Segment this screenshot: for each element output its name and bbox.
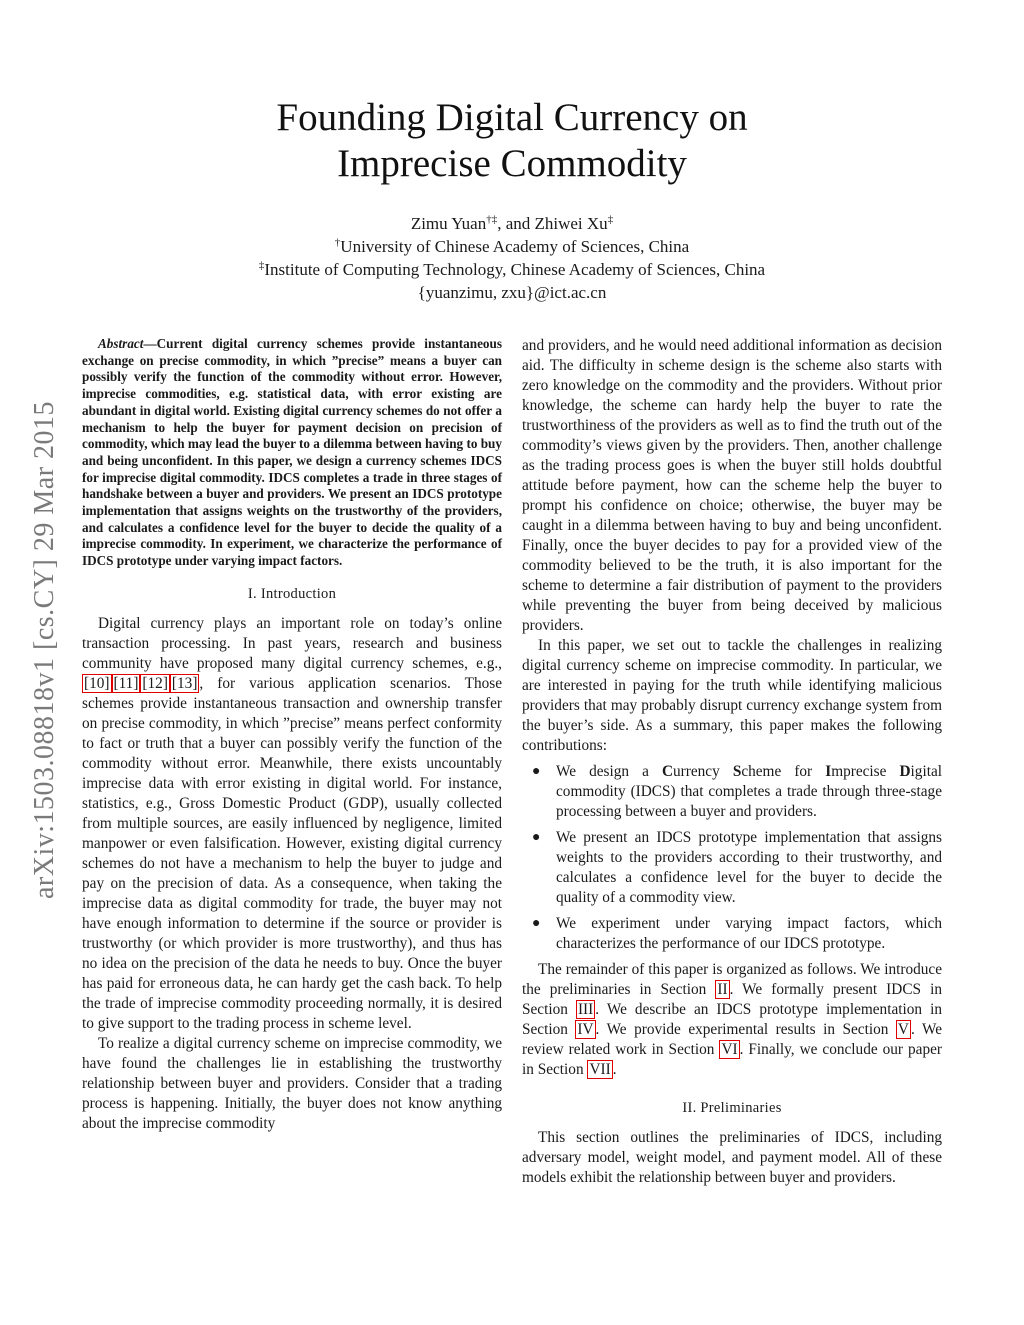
p4-text: . We provide experimental results in Section <box>595 1021 896 1038</box>
contribution-1-post: commodity (IDCS) that completes a trade through three-stage processing between a buyer and providers. <box>556 783 942 820</box>
section-link[interactable]: V <box>897 1021 909 1038</box>
author-2-marks: ‡ <box>607 213 614 226</box>
intro-p1-text-a: Digital currency plays an important role on today’s online transaction processing. In past years, research and business community have proposed many digital currency schemes, e.g., <box>82 614 502 672</box>
contribution-1-pre: We design a <box>556 763 662 780</box>
affiliation-1-text: University of Chinese Academy of Sciences, China <box>340 237 690 256</box>
contribution-2-text: We present an IDCS prototype implementation that assigns weights to the providers according to their trustworthy, and calculates a confidence level for the buyer to decide the quality of a commodity view. <box>556 829 942 906</box>
intro-paragraph-2-continued: and providers, and he would need additional information as decision aid. The difficulty in scheme design is the scheme also starts with zero knowledge on the commodity and the providers. Without prior knowledge, the scheme can hardy help the buyer to rate the trustworthiness of the providers as well as to find the truth out of the commodity’s views given by the providers. Then, another challenge as the trading process goes is when the buyer still holds doubtful attitude before payment, how can the scheme help the buyer to prompt his confidence on choice; otherwise, the buyer may be caught in a dilemma between having to buy and being unconfident. Finally, once the buyer decides to pay for a provided view of the commodity believed to be the truth, it is also important for the scheme to determine a fair distribution of payment to the providers while preventing the buyer from being deceived by malicious providers. <box>522 337 942 634</box>
affiliation-2 <box>0 258 1024 281</box>
bullet-icon: ● <box>532 916 541 931</box>
arxiv-identifier-text: arXiv:1503.08818v1 [cs.CY] 29 Mar 2015 <box>29 400 60 900</box>
author-block <box>0 212 1024 304</box>
arxiv-identifier <box>30 350 60 950</box>
abstract <box>82 336 502 570</box>
title-line-1: Founding Digital Currency on <box>276 96 748 139</box>
p4-text: . We review related work in Section <box>522 1021 942 1058</box>
p4-text: . Finally, we conclude our paper in Section <box>522 1041 942 1078</box>
citation-link[interactable]: [12] <box>142 674 168 692</box>
intro-paragraph-3: In this paper, we set out to tackle the challenges in realizing digital currency scheme on imprecise commodity. In particular, we are interested in paying for the truth while identifying malicious providers that may probably disrupt currency exchange system from the buyer’s side. As a summary, this paper makes the following contributions: <box>522 637 942 754</box>
citation-link[interactable]: [10] <box>84 674 110 692</box>
paper-title <box>0 95 1024 187</box>
intro-paragraph-1 <box>82 614 502 1034</box>
author-names <box>0 212 1024 235</box>
section-link[interactable]: II <box>717 981 728 998</box>
citation-link[interactable]: [13] <box>171 674 198 692</box>
list-item <box>522 828 942 908</box>
right-column <box>522 336 942 1188</box>
acronym-word: igital <box>910 763 942 780</box>
acronym-letter: D <box>899 763 911 780</box>
citation-link[interactable]: [11] <box>113 674 139 692</box>
intro-p1-text-b: , for various application scenarios. Those schemes provide instantaneous transaction and ownership transfer on precise commodity, in which ”precise” means perfect conformity to fact or truth that a buyer can possibly verify the function of the commodity without error. Meanwhile, there exists uncountably imprecise data with error existing in digital world. For instance, statistics, e.g., Gross Domestic Product (GDP), usually collected from multiple sources, are easily influenced by negligence, limited manpower or even falsification. However, existing digital currency schemes do not have a mechanism to help the buyer to judge and pay on the precision of data. As a consequence, when taking the imprecise data as digital commodity for trade, the buyer may not have enough information to determine if the source or provider is trustworthy (or which provider is more trustworthy), and thus has no idea on the precision of the data he needs to buy. Once the buyer has paid for erroneous data, he can hardy get the cash back. To help the trade of imprecise commodity proceeding normally, it is desired to give support to the trading process in scheme level. <box>82 674 502 1032</box>
bullet-icon: ● <box>532 830 541 845</box>
affiliation-1 <box>0 235 1024 258</box>
p4-text: . We describe an IDCS prototype implementation in Section <box>522 1001 942 1038</box>
affiliation-2-text: Institute of Computing Technology, Chinese Academy of Sciences, China <box>264 260 766 279</box>
bullet-icon: ● <box>532 764 541 779</box>
acronym-word: mprecise <box>831 763 900 780</box>
affiliation-1-mark: † <box>334 236 341 249</box>
contribution-list <box>522 762 942 954</box>
title-line-2: Imprecise Commodity <box>337 142 687 185</box>
author-2: , and Zhiwei Xu <box>497 214 608 233</box>
acronym-word: cheme for <box>741 763 826 780</box>
intro-paragraph-2: To realize a digital currency scheme on imprecise commodity, we have found the challenges lie in establishing the trustworthy relationship between buyer and providers. Consider that a trading process is happening. Initially, the buyer does not know anything about the imprecise commodity <box>82 1034 502 1132</box>
author-1-marks: †‡ <box>486 213 498 226</box>
acronym-word: urrency <box>673 763 733 780</box>
list-item <box>522 762 942 822</box>
p4-text: The remainder of this paper is organized as follows. We introduce the preliminaries in Section <box>522 961 942 998</box>
section-link[interactable]: VI <box>721 1041 738 1058</box>
list-item <box>522 914 942 954</box>
section-heading-preliminaries: II. Preliminaries <box>682 1100 782 1116</box>
intro-paragraph-4 <box>522 960 942 1080</box>
affiliation-2-mark: ‡ <box>258 259 265 272</box>
p4-text: . <box>612 1061 617 1078</box>
p4-text: . We formally present IDCS in Section <box>522 981 942 1018</box>
contribution-3-text: We experiment under varying impact factors, which characterizes the performance of our IDCS prototype. <box>556 915 942 952</box>
section-link[interactable]: VII <box>589 1061 611 1078</box>
author-1: Zimu Yuan <box>410 214 487 233</box>
left-column <box>82 336 502 1134</box>
section-link[interactable]: III <box>577 1001 594 1018</box>
section-link[interactable]: IV <box>577 1021 594 1038</box>
abstract-text: —Current digital currency schemes provide instantaneous exchange on precise commodity, in which ”precise” means a buyer can possibly verify the function of the commodity without error. However, imprecise commodities, e.g. statistical data, with error existing are abundant in digital world. Existing digital currency schemes do not offer a mechanism to help the buyer for payment decision on precision of commodity, which may lead the buyer to a dilemma between having to buy and being unconfident. In this paper, we design a currency schemes IDCS for imprecise digital commodity. IDCS completes a trade in three stages of handshake between a buyer and providers. We present an IDCS prototype implementation that assigns weights on the trustworthy of the providers, and calculates a confidence level for the buyer to decide the quality of a imprecise commodity. In experiment, we characterize the performance of IDCS prototype under varying impact factors. <box>82 336 502 569</box>
preliminaries-paragraph-1: This section outlines the preliminaries of IDCS, including adversary model, weight model, and payment model. All of these models exhibit the relationship between buyer and providers. <box>522 1129 942 1186</box>
section-heading-introduction: I. Introduction <box>247 585 337 602</box>
author-email: {yuanzimu, zxu}@ict.ac.cn <box>417 283 607 302</box>
acronym-letter: C <box>661 763 674 780</box>
acronym-letter: S <box>732 763 742 780</box>
acronym-letter: I <box>825 763 832 780</box>
abstract-label: Abstract <box>98 336 144 351</box>
